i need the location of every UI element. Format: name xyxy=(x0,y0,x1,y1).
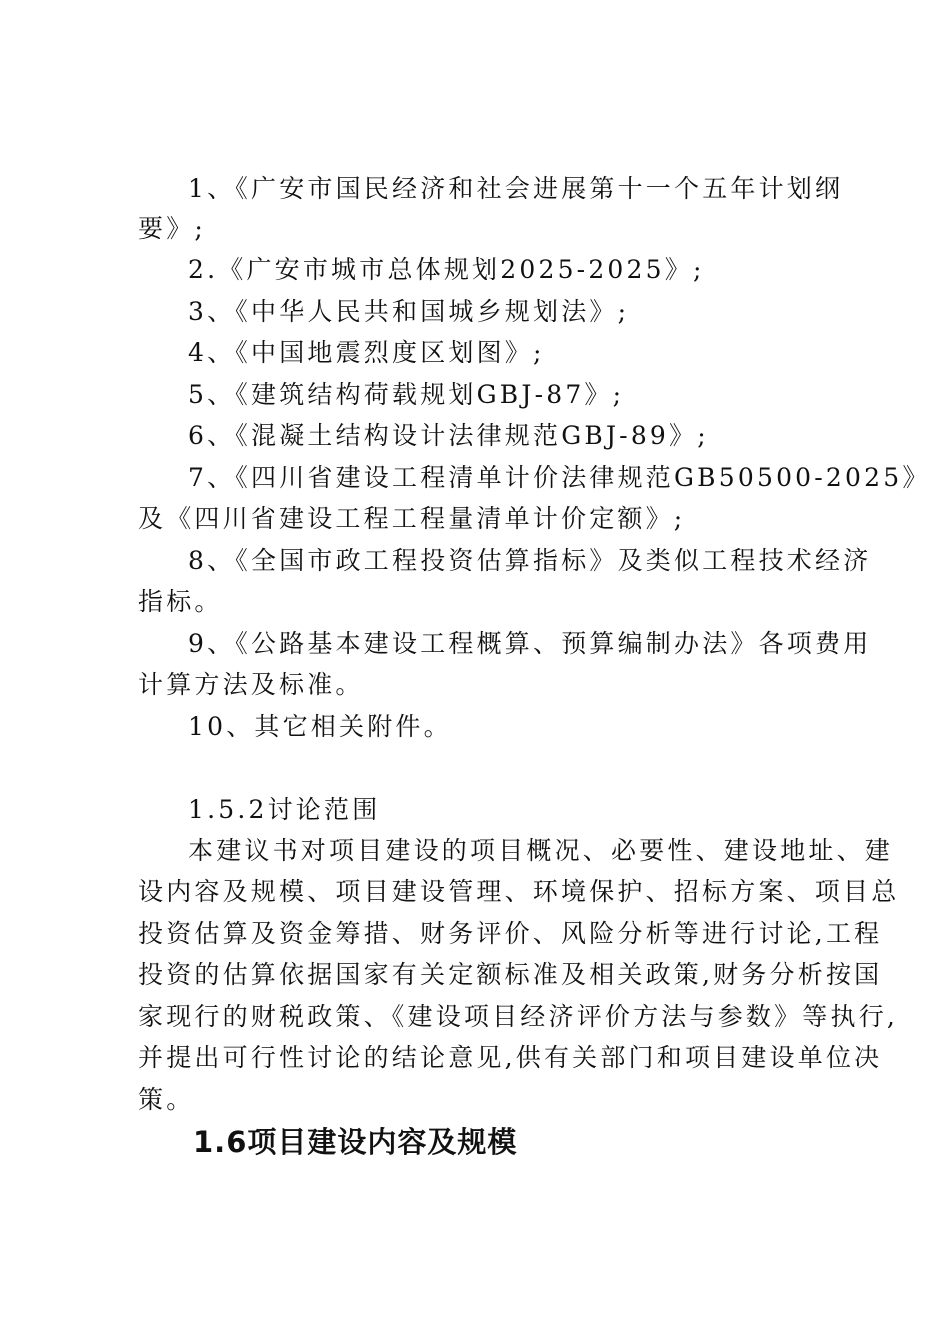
reference-item-5: 5、《建筑结构荷载规划GBJ-87》; xyxy=(188,380,625,409)
scope-paragraph-line-1: 本建议书对项目建设的项目概况、必要性、建设地址、建 xyxy=(188,836,894,865)
reference-item-4: 4、《中国地震烈度区划图》; xyxy=(188,338,545,367)
reference-item-9-line-2: 计算方法及标准。 xyxy=(138,670,364,699)
reference-item-1-line-1: 1、《广安市国民经济和社会进展第十一个五年计划纲 xyxy=(188,174,844,203)
scope-paragraph-line-4: 投资的估算依据国家有关定额标准及相关政策,财务分析按国 xyxy=(138,960,883,989)
section-heading: 1.6项目建设内容及规模 xyxy=(193,1125,518,1159)
reference-item-10: 10、其它相关附件。 xyxy=(188,712,452,741)
reference-item-3: 3、《中华人民共和国城乡规划法》; xyxy=(188,297,630,326)
reference-item-8-line-2: 指标。 xyxy=(138,587,223,616)
scope-paragraph-line-3: 投资估算及资金筹措、财务评价、风险分析等进行讨论,工程 xyxy=(138,919,883,948)
reference-item-9-line-1: 9、《公路基本建设工程概算、预算编制办法》各项费用 xyxy=(188,629,872,658)
scope-paragraph-line-6: 并提出可行性讨论的结论意见,供有关部门和项目建设单位决 xyxy=(138,1043,883,1072)
scope-paragraph-line-2: 设内容及规模、项目建设管理、环境保护、招标方案、项目总 xyxy=(138,877,900,906)
scope-paragraph-line-5: 家现行的财税政策、《建设项目经济评价方法与参数》等执行, xyxy=(138,1002,899,1031)
reference-item-1-line-2: 要》; xyxy=(138,214,207,243)
reference-item-7-line-2: 及《四川省建设工程工程量清单计价定额》; xyxy=(138,504,686,533)
reference-item-2: 2.《广安市城市总体规划2025-2025》; xyxy=(188,255,705,284)
scope-subsection-title: 1.5.2讨论范围 xyxy=(188,795,381,824)
reference-item-6: 6、《混凝土结构设计法律规范GBJ-89》; xyxy=(188,421,709,450)
reference-item-8-line-1: 8、《全国市政工程投资估算指标》及类似工程技术经济 xyxy=(188,546,872,575)
scope-paragraph-line-7: 策。 xyxy=(138,1085,195,1114)
reference-item-7-line-1: 7、《四川省建设工程清单计价法律规范GB50500-2025》 xyxy=(188,463,931,492)
